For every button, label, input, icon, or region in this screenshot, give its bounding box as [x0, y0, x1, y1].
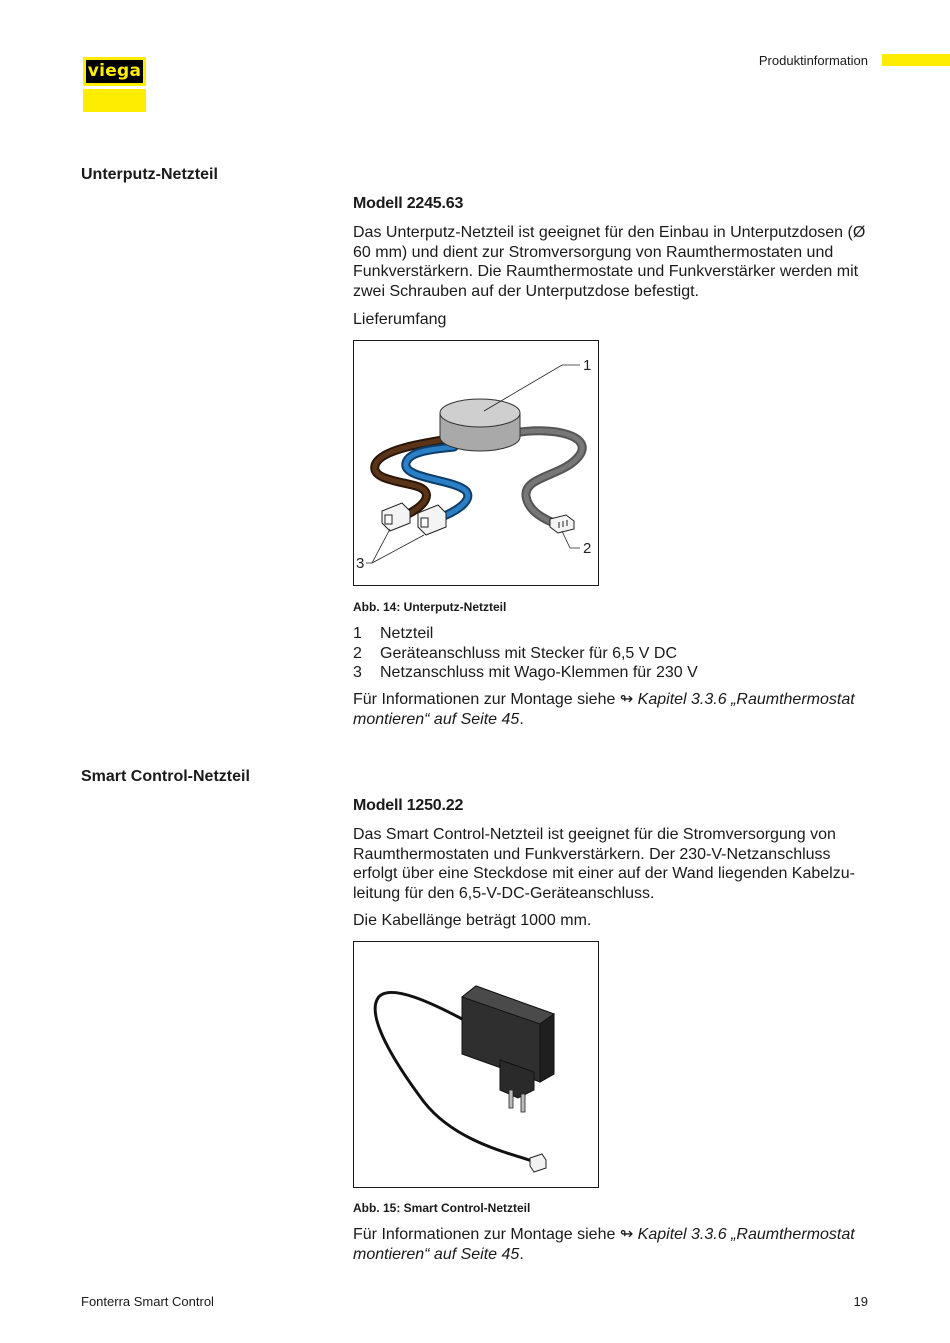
legend-list [353, 624, 873, 683]
callout-1: 1 [583, 357, 592, 374]
callout-2: 2 [583, 540, 592, 557]
legend-number: 3 [353, 664, 362, 681]
link-arrow-icon: ↬ [619, 691, 634, 708]
link-arrow-icon: ↬ [619, 1226, 634, 1243]
list-item [353, 624, 873, 644]
callout-3: 3 [356, 555, 365, 572]
legend-text: Netzteil [380, 625, 434, 642]
wago-clamp-1 [382, 503, 410, 531]
figure-caption-14: Abb. 14: Unterputz-Netzteil [353, 600, 507, 614]
montage-info-2 [353, 1225, 873, 1264]
side-heading-unterputz: Unterputz-Netzteil [81, 166, 218, 183]
side-heading-smart-control: Smart Control-Netzteil [81, 768, 250, 785]
model-heading-2: Modell 1250.22 [353, 797, 464, 814]
info-suffix: . [519, 1245, 524, 1263]
header-accent-bar [882, 54, 950, 66]
figure-smart-control-netzteil [353, 941, 599, 1188]
legend-number: 1 [353, 625, 362, 642]
unterputz-illustration [354, 341, 598, 585]
legend-text: Netzanschluss mit Wago-Klemmen für 230 V [380, 664, 698, 681]
description-2: Das Smart Control-Netzteil ist geeignet für die Stromversorgung von Raumthermostaten und Funkverstärkern. Der 230-V-Netzanschluss erfolgt über eine Steckdose mit einer auf der Wand liegenden Kabelzu-leitung für den 6,5-V-DC-Geräteanschluss. [353, 826, 855, 902]
dc-plug [550, 515, 574, 533]
description-1: Das Unterputz-Netzteil ist geeignet für den Einbau in Unterputzdosen (Ø 60 mm) und dient zur Stromversorgung von Raumthermostaten und Funkverstärkern. Die Raumthermostate und Funkverstärker werden mit zwei Schrauben auf der Unterputzdose befestigt. [353, 224, 866, 300]
list-item [353, 663, 873, 683]
logo-wordmark: viega [87, 61, 142, 81]
figure-caption-15: Abb. 15: Smart Control-Netzteil [353, 1201, 531, 1215]
cable-length-text: Die Kabellänge beträgt 1000 mm. [353, 912, 592, 929]
viega-logo [83, 57, 146, 112]
plug-adapter-illustration [354, 942, 598, 1187]
link-text: Kapitel 3.3.6 „Raumthermostat montieren“ auf Seite 45 [353, 691, 855, 728]
logo-yellow-top [83, 57, 146, 86]
legend-text: Geräteanschluss mit Stecker für 6,5 V DC [380, 644, 677, 662]
legend-number: 2 [353, 644, 362, 662]
info-suffix: . [519, 710, 524, 728]
scope-label: Lieferumfang [353, 311, 447, 328]
info-prefix: Für Informationen zur Montage siehe [353, 1226, 620, 1243]
model-heading-1: Modell 2245.63 [353, 195, 464, 212]
link-text: Kapitel 3.3.6 „Raumthermostat montieren“ auf Seite 45 [353, 1226, 855, 1263]
footer-page-number: 19 [853, 1294, 868, 1309]
logo-yellow-bottom [83, 89, 146, 112]
footer-document-title: Fonterra Smart Control [81, 1294, 214, 1309]
info-prefix: Für Informationen zur Montage siehe [353, 691, 620, 708]
montage-info-1 [353, 690, 873, 729]
section-label: Produktinformation [758, 53, 868, 68]
list-item [353, 644, 873, 664]
figure-unterputz-netzteil [353, 340, 599, 586]
